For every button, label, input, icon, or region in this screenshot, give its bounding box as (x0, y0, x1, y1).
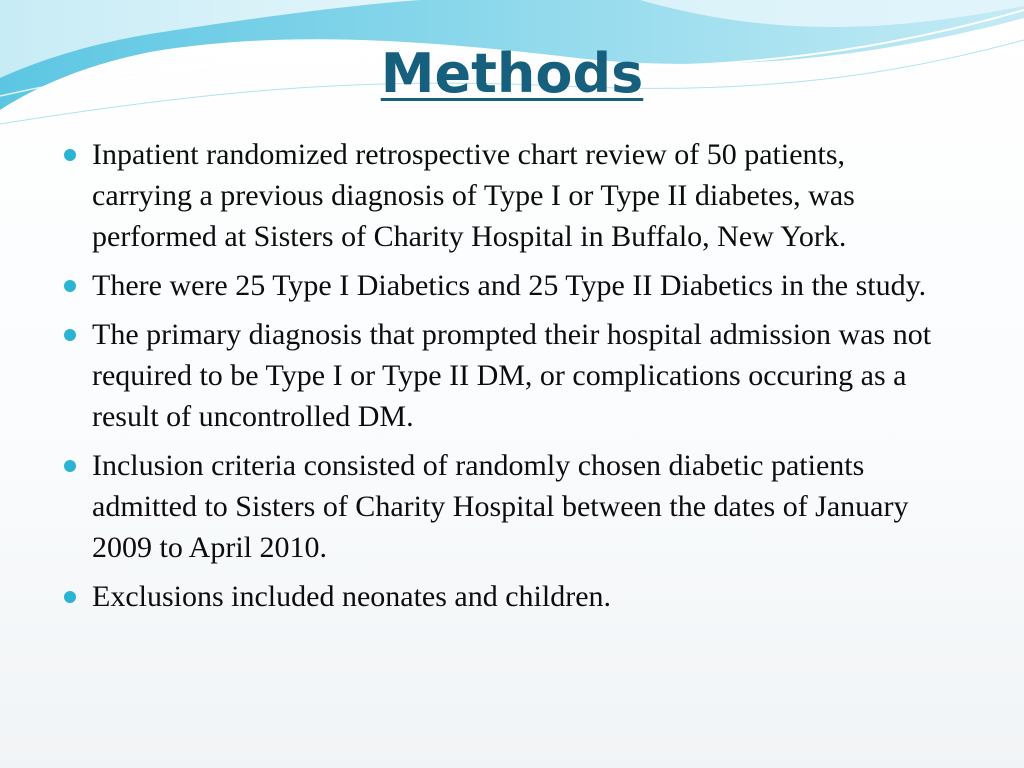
bullet-dot-icon (64, 149, 76, 161)
bullet-text: Inclusion criteria consisted of randomly chosen diabetic patients admitted to Sisters of Charity Hospital between the dates of January 2009 to April 2010. (92, 449, 909, 564)
bullet-item (92, 314, 952, 437)
slide-title: Methods (380, 42, 644, 105)
bullet-text: The primary diagnosis that prompted their hospital admission was not required to be Type I or Type II DM, or complications occuring as a result of uncontrolled DM. (92, 318, 932, 433)
bullet-dot-icon (64, 329, 76, 341)
bullet-item (92, 134, 952, 257)
bullet-text: Inpatient randomized retrospective chart review of 50 patients, carrying a previous diagnosis of Type I or Type II diabetes, was performed at Sisters of Charity Hospital in Buffalo, New York. (92, 138, 855, 253)
bullet-text: Exclusions included neonates and children. (92, 580, 612, 613)
bullet-list (92, 134, 952, 625)
bullet-item (92, 265, 952, 306)
bullet-item (92, 576, 952, 617)
bullet-dot-icon (64, 460, 76, 472)
bullet-text: There were 25 Type I Diabetics and 25 Type II Diabetics in the study. (92, 269, 927, 302)
bullet-item (92, 445, 952, 568)
bullet-dot-icon (64, 280, 76, 292)
bullet-dot-icon (64, 591, 76, 603)
